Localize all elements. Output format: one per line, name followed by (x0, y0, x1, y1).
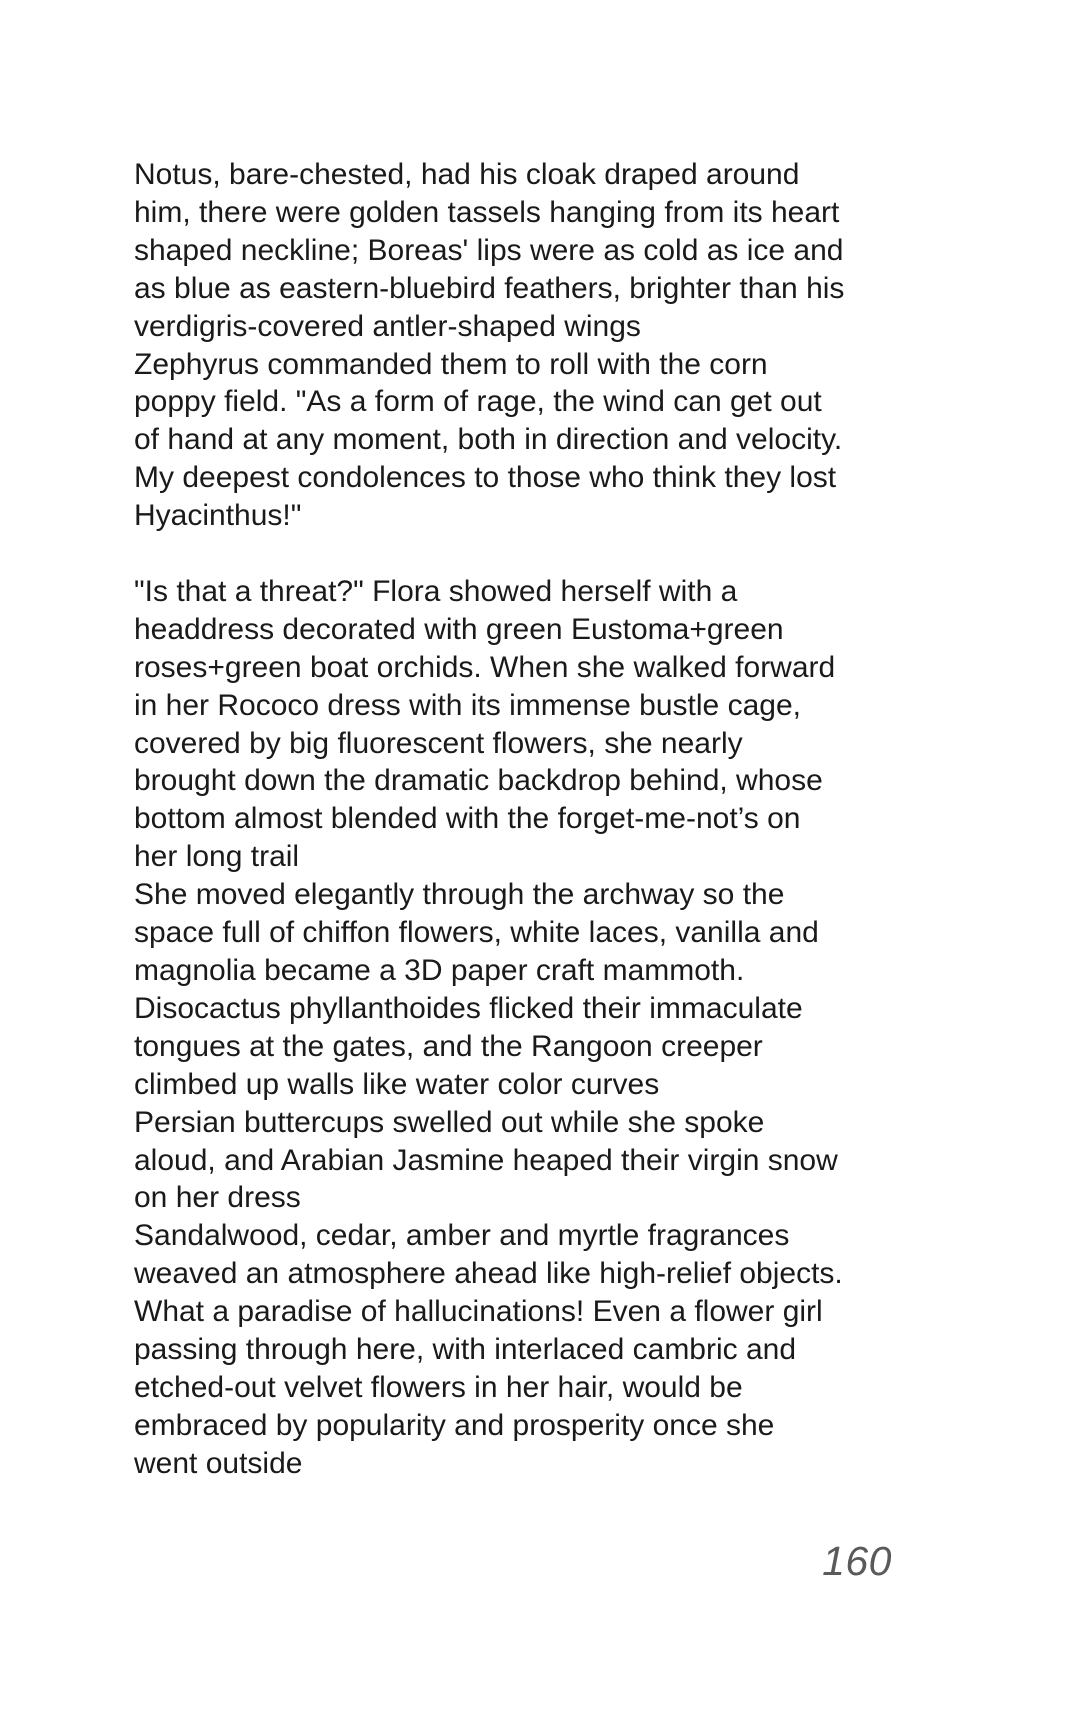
text-line: in her Rococo dress with its immense bustle cage, (134, 688, 801, 722)
text-line: Persian buttercups swelled out while she spoke (134, 1105, 765, 1139)
text-line: on her dress (134, 1181, 301, 1215)
text-line: Disocactus phyllanthoides flicked their immaculate (134, 991, 803, 1025)
body-text (134, 156, 934, 1483)
text-line: passing through here, with interlaced cambric and (134, 1333, 797, 1367)
text-line: "Is that a threat?" Flora showed herself with a (134, 574, 738, 608)
text-line: magnolia became a 3D paper craft mammoth. (134, 954, 745, 988)
text-line: shaped neckline; Boreas' lips were as cold as ice and (134, 233, 844, 267)
text-line: went outside (134, 1446, 303, 1480)
text-line: space full of chiffon flowers, white laces, vanilla and (134, 916, 819, 950)
text-line: Hyacinthus!" (134, 499, 302, 533)
text-line: climbed up walls like water color curves (134, 1067, 660, 1101)
text-line: verdigris-covered antler-shaped wings (134, 309, 641, 343)
text-line: as blue as eastern-bluebird feathers, brighter than his (134, 271, 845, 305)
text-line: headdress decorated with green Eustoma+green (134, 612, 784, 646)
text-line: aloud, and Arabian Jasmine heaped their virgin snow (134, 1143, 838, 1177)
text-line: covered by big fluorescent flowers, she nearly (134, 726, 743, 760)
text-line: him, there were golden tassels hanging from its heart (134, 195, 840, 229)
text-line: her long trail (134, 840, 300, 874)
text-line: poppy field. "As a form of rage, the wind can get out (134, 385, 822, 419)
text-line: What a paradise of hallucinations! Even a flower girl (134, 1295, 823, 1329)
text-line: She moved elegantly through the archway so the (134, 878, 785, 912)
text-line: Zephyrus commanded them to roll with the corn (134, 347, 768, 381)
text-line: embraced by popularity and prosperity once she (134, 1408, 775, 1442)
text-line: roses+green boat orchids. When she walked forward (134, 650, 836, 684)
paragraph-2 (134, 573, 934, 1483)
text-line: etched-out velvet flowers in her hair, would be (134, 1370, 743, 1404)
paragraph-gap (134, 535, 934, 573)
paragraph-1 (134, 156, 934, 535)
text-line: of hand at any moment, both in direction and velocity. (134, 423, 843, 457)
text-line: bottom almost blended with the forget-me-not’s on (134, 802, 801, 836)
text-line: brought down the dramatic backdrop behind, whose (134, 764, 823, 798)
text-line: Notus, bare-chested, had his cloak draped around (134, 158, 800, 191)
page-number: 160 (822, 1538, 892, 1584)
text-line: My deepest condolences to those who think they lost (134, 461, 837, 495)
text-line: Sandalwood, cedar, amber and myrtle fragrances (134, 1219, 790, 1253)
text-line: weaved an atmosphere ahead like high-relief objects. (134, 1257, 843, 1291)
text-line: tongues at the gates, and the Rangoon creeper (134, 1029, 763, 1063)
